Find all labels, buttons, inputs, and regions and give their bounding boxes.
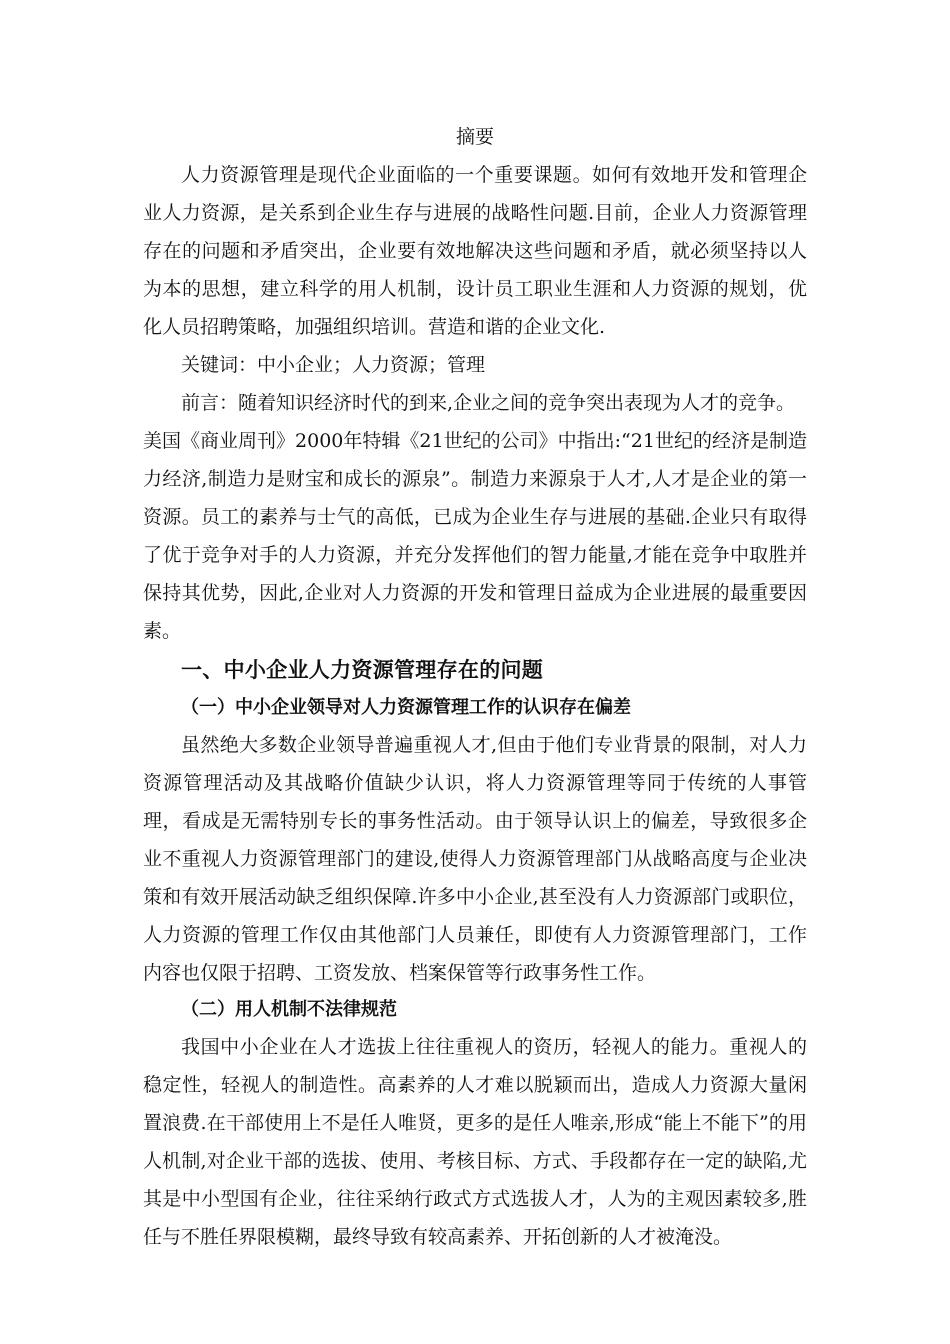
subsection-heading-2: （二）用人机制不法律规范	[181, 999, 397, 1020]
abstract-body: 人力资源管理是现代企业面临的一个重要课题。如何有效地开发和管理企业人力资源，是关系到企业生存与进展的战略性问题.目前，企业人力资源管理存在的问题和矛盾突出，企业要有效地解决这些问题和矛盾，就必须坚持以人为本的思想，建立科学的用人机制，设计员工职业生涯和人力资源的规划，优化人员招聘策略，加强组织培训。营造和谐的企业文化.	[143, 164, 807, 338]
preface-first-line: 前言：随着知识经济时代的到来,企业之间的竞争突出表现为人才的竞争。	[181, 392, 796, 414]
keywords: 关键词：中小企业；人力资源；管理	[181, 354, 486, 376]
subsection-body-2: 我国中小企业在人才选拔上往往重视人的资历，轻视人的能力。重视人的稳定性，轻视人的制造性。高素养的人才难以脱颖而出，造成人力资源大量闲置浪费.在干部使用上不是任人唯贤，更多的是任人唯亲,形成“能上不能下”的用人机制,对企业干部的选拔、使用、考核目标、方式、手段都存在一定的缺陷,尤其是中小型国有企业，往往采纳行政式方式选拔人才，人为的主观因素较多,胜任与不胜任界限模糊，最终导致有较高素养、开拓创新的人才被淹没。	[143, 1036, 807, 1248]
subsection-body-1: 虽然绝大多数企业领导普遍重视人才,但由于他们专业背景的限制，对人力资源管理活动及其战略价值缺少认识，将人力资源管理等同于传统的人事管理，看成是无需特别专长的事务性活动。由于领导认识上的偏差，导致很多企业不重视人力资源管理部门的建设,使得人力资源管理部门从战略高度与企业决策和有效开展活动缺乏组织保障.许多中小企业,甚至没有人力资源部门或职位，人力资源的管理工作仅由其他部门人员兼任，即使有人力资源管理部门，工作内容也仅限于招聘、工资发放、档案保管等行政事务性工作。	[143, 734, 807, 984]
subsection-heading-1: （一）中小企业领导对人力资源管理工作的认识存在偏差	[181, 697, 631, 718]
document-page	[143, 118, 807, 1256]
preface-body: 美国《商业周刊》2000年特辑《21世纪的公司》中指出:“21世纪的经济是制造力经济,制造力是财宝和成长的源泉”。制造力来源泉于人才,人才是企业的第一资源。员工的素养与士气的高低，已成为企业生存与进展的基础.企业只有取得了优于竞争对手的人力资源，并充分发挥他们的智力能量,才能在竞争中取胜并保持其优势，因此,企业对人力资源的开发和管理日益成为企业进展的最重要因素。	[143, 430, 807, 642]
abstract-heading: 摘要	[455, 126, 494, 148]
section-heading: 一、中小企业人力资源管理存在的问题	[181, 658, 544, 682]
